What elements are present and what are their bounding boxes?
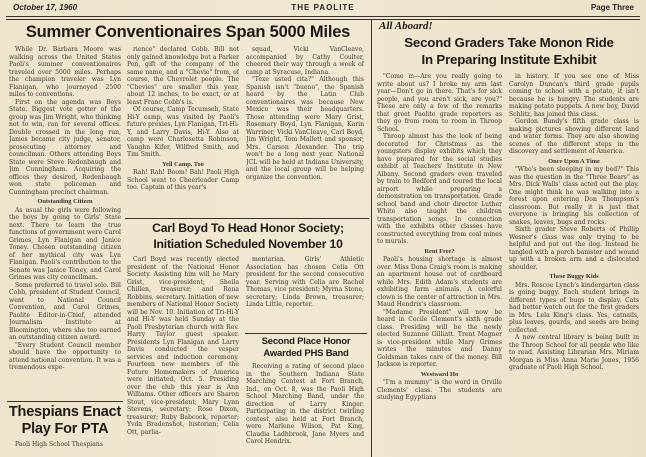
paragraph: As usual the girls were following the boys by going to Girls' State next. There to learn the true functions of government were Carol Grimes, Lyn Flanigan and Janice Toney. Chosen outstanding citizen of her mythical city was Lyn Flanigan. Paoli's contribution to the Senate was Janice Toney, and Carol Grimes was city councilman. bbox=[9, 206, 121, 281]
carl-headline-1: Carl Boyd To Head Honor Society; bbox=[152, 221, 344, 235]
paragraph: Of course, Camp Tecumseh, State Hi-Y camp, was visited by Paoli's future prexies, Lyn Flanigan, Tri-Hi-Y, and Larry Davis, Hi-Y. Also at camp were Charlesetta Robinson, Vaughn Kifer, Wilfred Smith, and Tim Smith. bbox=[127, 106, 239, 158]
carl-column-2 bbox=[246, 256, 364, 331]
summer-column-2 bbox=[127, 46, 239, 216]
paragraph: "Madame President" will now be heard in Cecile Clement's sixth grade class. Presiding will be the newly elected Suzanne Gilliatt. Trent Magner is vice-president while Mary Grimes writes the minutes and Danny Goldsman takes care of the money. Bill Jackson is reporter. bbox=[377, 308, 502, 368]
summer-column-1 bbox=[9, 46, 121, 457]
summer-headline: Summer Conventionaires Span 5000 Miles bbox=[25, 23, 351, 41]
subhead: Rent Free? bbox=[424, 247, 455, 255]
paper-name: THE PAOLITE bbox=[291, 3, 355, 12]
masthead-rule bbox=[6, 16, 640, 17]
subhead: Once Upon A Time bbox=[548, 157, 600, 165]
paragraph: mentarian. Girls' Athletic Association has chosen Celia Ott president for the second consecutive year. Serving with Celia are Rachel Thomas, vice president; Myrna Stone, secretary; Linda Brown, treasurer; Linda Little, reporter. bbox=[246, 256, 364, 308]
thespians-headline-2: Play For PTA bbox=[21, 421, 109, 437]
paragraph: "Texe usted cita?" Although this Spanish isn't "bueno", the Spanish heard by the Latin Club conventionaires was because New Mexico was their headquarters. Those attending were Mary Grist, Rosemary Boyd, Lyn Flanigan, Karin Warriner, Vicki VanCleave, Carl Boyd, Jim Wright, Tom Mallett and sponsor, Mrs. Carson Alexander. The trip won't be a long next year. National JCL will be held at Indiana University, and the local group will be helping organize the convention. bbox=[246, 76, 364, 181]
paragraph: "Every Student Council member should have the opportunity to attend national convention. It was a tremendous expe- bbox=[9, 341, 121, 371]
aboard-column-2 bbox=[509, 73, 639, 457]
band-headline-1: Second Place Honor bbox=[261, 336, 351, 347]
section-rule bbox=[7, 401, 123, 402]
aboard-headline-2: In Preparing Institute Exhibit bbox=[421, 52, 597, 67]
subhead: Yell Camp, Too bbox=[162, 160, 204, 168]
paragraph: While Dr. Barbara Moore was walking across the United States Paoli's summer conventionaires traveled over 5000 miles. Perhaps the champion traveler was Lyn Flanigan, who journeyed 2500 miles to conventions. bbox=[9, 46, 121, 98]
paragraph: rience" declared Cobb. Bill not only gained knowledge but a Parker Pen, gift of the company of the same name, and a "Chevie" from, of course, the Chevrolet people. The "Chevies" are smaller this year, about 12 inches, to be exact, or at least Franc Cobb's is. bbox=[127, 46, 239, 106]
paragraph: First on the agenda was Boys State. Biggest vote getter of the group was Jim Wright, who thinking not to win, ran for several offices. Double crossed in the long run, James became city judge, senator, prosecuting attorney and councilman. Others attending Boys State were Steve Redenbaugh and Jim Cunningham. Acquiring the offices they desired, Redenbaugh won state policeman and Cunningham precinct chairman. bbox=[9, 98, 121, 196]
section-label: All Aboard! bbox=[379, 20, 433, 32]
thespians-text bbox=[9, 441, 121, 453]
paragraph: Gordon Bundy's fifth grade class is making pictures showing different land and water forms. They are also showing scenes of the different steps in the discovery and settlement of America. bbox=[509, 118, 639, 155]
band-headline-2: Awarded PHS Band bbox=[263, 348, 349, 359]
paragraph: Paoli High School Thespians bbox=[15, 441, 103, 448]
carl-headline-2: Initiation Scheduled November 10 bbox=[153, 237, 343, 251]
paragraph: Receiving a rating of second place in the Southern Indiana State Marching Contest at Fort Branch, Ind., on Oct. 8, was the Paoli High School Marching Band, under the direction of Larry Kinger. Participating in the district twirling contest, also held at Fort Branch, were Marlene Wilson, Pat King, Claudia Ladhbrook, Jane Myers and Carol Hendrix. bbox=[246, 363, 364, 445]
masthead-rule-thin bbox=[6, 19, 640, 20]
paragraph: Carl Boyd was recently elected president of the National Honor Society. Assisting him will be Mary Grist, vice-president; Sheila Chillen, treasurer; and Rena Robbins, secretary. Initiation of new members of National Honor Society will be Nov. 10. Initiation of Tri-Hi-Y and Hi-Y was held Sunday at the Paoli Presbyterian church with Rev. Harry Taylor guest speaker. Presidents Lyn Flanigan and Larry Davis conducted the vesper services and induction ceremony. Fourteen new members of the Future Homemakers of America were initiated, Oct. 5. Presiding over the club this year is Ann Williams. Other officers are Sharon Stout, vice-president; Mary Lynn Stevens, secretary; Rose Dixon, treasurer; Ruby Babcock, reporter; Yvda Bradenshot, historian; Celia Ott, parlia- bbox=[127, 256, 239, 436]
aboard-headline-1: Second Graders Take Monon Ride bbox=[404, 35, 614, 50]
paragraph: Mrs. Roscoe Lynch's kindergarten class is going buggy. Each student brings in different types of bugs to display. Cats had better watch out for the first graders in Mrs. Lela King's class. Yes, catnails, plus leaves, gourds, and seeds are being collected. bbox=[509, 281, 639, 334]
paragraph: Some preferred to travel solo. Bill Cobb, president of Student Council, went to National Council Convention, and Carol Grimes, Paolite Editor-in-Chief, attended Journalism Institute at Bloomington, where she too earned an outstanding citizen award. bbox=[9, 281, 121, 341]
paragraph: Throop almost has the look of being decorated for Christmas as the youngsters display exhibits which they have prepared for the social studies exhibit at Teachers' Institute in New Albany. Second graders even traveled by train to Bedford and toured the local airport while preparing a demonstration on transportation. Grade school band and choir director Luther White also taught the children transportation songs. In connection with the exhibits other classes have constructed everything from coal mines to murals. bbox=[377, 133, 502, 245]
paragraph: Paoli's housing shortage is almost over. Miss Dona Craig's room is making an apartment house out of cardboard while Mrs. Edith Adam's students are exhibiting farm animals. A colorful clown is the center of attraction in Mrs. Maud Hendrix's classroom. bbox=[377, 256, 502, 308]
paragraph: "I'm a mummy" is the word in Orville Clements' class. The students are studying Egyptians bbox=[377, 379, 502, 401]
section-rule bbox=[245, 333, 367, 334]
thespians-headline-1: Thespians Enact bbox=[8, 404, 122, 420]
aboard-column-1 bbox=[377, 73, 502, 457]
page-number: Page Three bbox=[590, 3, 634, 12]
paragraph: "Who's been sleeping in my bed?" This was the question in the "Three Bears" as Mrs. Dick Walls' class acted out the play. One might think he was walking into a forest upon entering Don Thompson's classroom. But really it is just that everyone is bringing his collection of snakes, leaves, bugs and rocks. bbox=[509, 166, 639, 226]
paragraph: in history. If you see one of Miss Carolyn Duncan's third grade pupils coming to school with a potato, it isn't because he is hungry. The students are making potato puppets. A new boy, David Schlitz, has joined this class. bbox=[509, 73, 639, 118]
section-divider bbox=[371, 20, 372, 457]
paragraph: "Come in—Are you really going to write about us? I broke my arm last year—Don't go in there. That's for sick people, and you aren't sick, are you?" These are only a few of the remarks that greet Paolite grade reporters as they go from room to room in Throop School. bbox=[377, 73, 502, 133]
issue-date: October 17, 1960 bbox=[13, 3, 78, 12]
summer-column-3 bbox=[246, 46, 364, 216]
band-text bbox=[246, 363, 364, 457]
subhead: Outstanding Citizen bbox=[37, 198, 93, 205]
paragraph: Rah! Rah! Boom! Bah! Paoli High School went to Cheerleader Camp too. Captain of this year's bbox=[127, 169, 239, 191]
paragraph: A new central library is being built in the Throop School for all people who like to read. Assisting Librarian Mrs. Miriam Morgan is Miss Anna Marie Jones, 1956 graduate of Paoli High School. bbox=[509, 334, 639, 371]
subhead: These Buggy Kids bbox=[549, 273, 599, 280]
section-rule bbox=[125, 218, 369, 219]
paragraph: squad, Vicki VanCleave, accompanied by Cathy Coulter, cheered their way through a week of camp at Syracuse, Indiana. bbox=[246, 46, 364, 76]
paragraph: Sixth grader Steve Roberts of Phillip Wesner's class was only trying to be helpful and put out the dog. Instead he tangled with a porch banister and wound up with a broken arm and a dislocated shoulder. bbox=[509, 226, 639, 271]
subhead: Westward Ho bbox=[420, 370, 459, 378]
carl-column-1 bbox=[127, 256, 239, 457]
